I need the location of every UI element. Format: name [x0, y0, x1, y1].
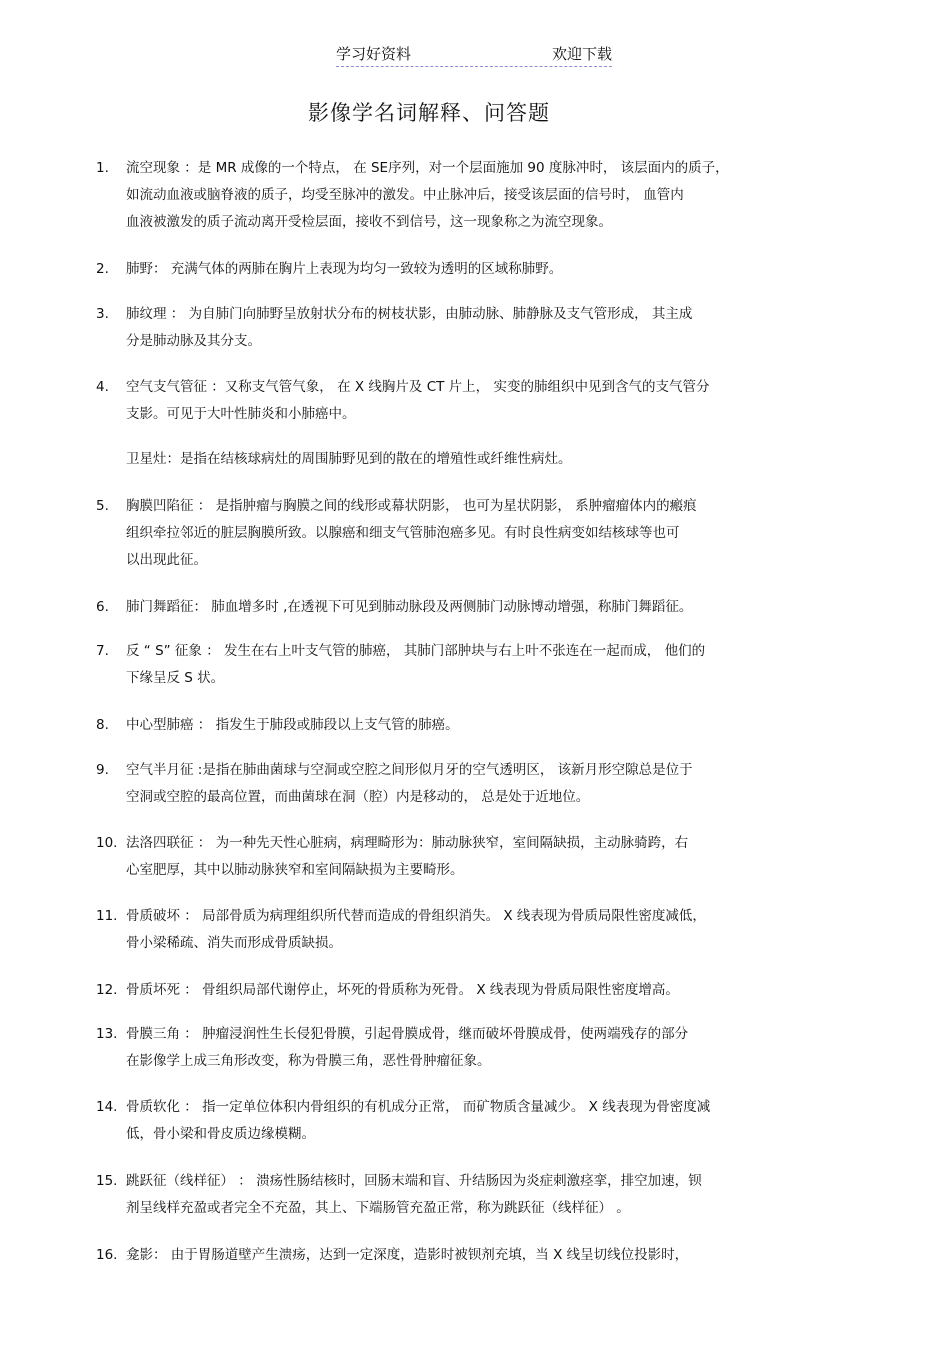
- entry-line: 支影。可见于大叶性肺炎和小肺癌中。: [126, 406, 356, 422]
- entry-number: 14.: [96, 1099, 118, 1115]
- entry-1: [96, 155, 729, 236]
- document-title: 影像学名词解释、问答题: [308, 101, 550, 125]
- entry-line: 以出现此征。: [126, 552, 207, 568]
- entry-line: 胸膜凹陷征 ： 是指肿瘤与胸膜之间的线形或幕状阴影， 也可为星状阴影， 系肿瘤瘤体内的瘢痕: [126, 498, 697, 514]
- entry-line: 血液被激发的质子流动离开受检层面，接收不到信号，这一现象称之为流空现象。: [126, 214, 612, 230]
- entry-line: 心室肥厚，其中以肺动脉狭窄和室间隔缺损为主要畸形。: [126, 862, 464, 878]
- entry-line: 空气半月征 :是指在肺曲菌球与空洞或空腔之间形似月牙的空气透明区， 该新月形空隙总是位于: [126, 762, 693, 778]
- entry-line: 肺纹理 ： 为自肺门向肺野呈放射状分布的树枝状影，由肺动脉、肺静脉及支气管形成， 其主成: [126, 306, 693, 322]
- entry-line: 组织牵拉邻近的脏层胸膜所致。以腺癌和细支气管肺泡癌多见。有时良性病变如结核球等也可: [126, 525, 680, 541]
- entry-12: [96, 977, 679, 1004]
- entry-line: 龛影： 由于胃肠道壁产生溃疡，达到一定深度，造影时被钡剂充填，当 X 线呈切线位投影时，: [126, 1247, 689, 1263]
- entry-number: 5.: [96, 498, 109, 514]
- entry-line: 在影像学上成三角形改变，称为骨膜三角，恶性骨肿瘤征象。: [126, 1053, 491, 1069]
- entry-number: 9.: [96, 762, 109, 778]
- entry-line: 分是肺动脉及其分支。: [126, 333, 261, 349]
- entry-4-satellite: [96, 446, 572, 473]
- entry-7: [96, 638, 705, 692]
- entry-number: 12.: [96, 982, 118, 998]
- entry-13: [96, 1021, 688, 1075]
- entry-2: [96, 256, 562, 283]
- entry-3: [96, 301, 692, 355]
- entry-line: 骨质破坏 ： 局部骨质为病理组织所代替而造成的骨组织消失。 X 线表现为骨质局限性密度减低，: [126, 908, 706, 924]
- entry-line: 肺野： 充满气体的两肺在胸片上表现为均匀一致较为透明的区域称肺野。: [126, 261, 563, 277]
- entry-line: 中心型肺癌 ： 指发生于肺段或肺段以上支气管的肺癌。: [126, 717, 459, 733]
- entry-line: 流空现象 ：是 MR 成像的一个特点， 在 SE序列，对一个层面施加 90 度脉冲时， 该层面内的质子，: [126, 160, 729, 176]
- entry-11: [96, 903, 706, 957]
- entry-14: [96, 1094, 710, 1148]
- entry-line: 骨膜三角 ： 肿瘤浸润性生长侵犯骨膜，引起骨膜成骨，继而破坏骨膜成骨，使两端残存的部分: [126, 1026, 689, 1042]
- entry-number: 8.: [96, 717, 109, 733]
- entry-line: 低，骨小梁和骨皮质边缘模糊。: [126, 1126, 315, 1142]
- entry-line: 肺门舞蹈征： 肺血增多时 ,在透视下可见到肺动脉段及两侧肺门动脉博动增强，称肺门舞蹈征。: [126, 599, 693, 615]
- header-left-text: 学习好资料: [336, 45, 412, 63]
- entry-line: 跳跃征（线样征） ： 溃疡性肠结核时，回肠末端和盲、升结肠因为炎症刺激痉挛，排空加速，钡: [126, 1173, 702, 1189]
- entry-line: 骨小梁稀疏、消失而形成骨质缺损。: [126, 935, 342, 951]
- entry-number: 2.: [96, 261, 109, 277]
- entry-number: 4.: [96, 379, 109, 395]
- entry-number: 6.: [96, 599, 109, 615]
- entry-line: 空洞或空腔的最高位置，而曲菌球在洞（腔）内是移动的， 总是处于近地位。: [126, 789, 590, 805]
- header-right-text: 欢迎下载: [551, 45, 612, 63]
- entry-number: 11.: [96, 908, 118, 924]
- entry-line: 卫星灶：是指在结核球病灶的周围肺野见到的散在的增殖性或纤维性病灶。: [126, 451, 572, 467]
- entry-6: [96, 594, 692, 621]
- entry-line: 法洛四联征 ： 为一种先天性心脏病，病理畸形为：肺动脉狭窄，室间隔缺损，主动脉骑跨，右: [126, 835, 689, 851]
- entry-4: [96, 374, 709, 428]
- entry-line: 剂呈线样充盈或者完全不充盈，其上、下端肠管充盈正常，称为跳跃征（线样征） 。: [126, 1200, 630, 1216]
- entry-number: 13.: [96, 1026, 118, 1042]
- entry-line: 空气支气管征 ：又称支气管气象， 在 X 线胸片及 CT 片上， 实变的肺组织中见到含气的支气管分: [126, 379, 710, 395]
- entry-10: [96, 830, 688, 884]
- entry-16: [96, 1242, 688, 1269]
- entry-line: 反 “ S” 征象 ： 发生在右上叶支气管的肺癌， 其肺门部肿块与右上叶不张连在一起而成， 他们的: [126, 643, 706, 659]
- entry-5: [96, 493, 697, 574]
- entry-15: [96, 1168, 702, 1222]
- entry-line: 下缘呈反 S 状。: [126, 670, 225, 686]
- entry-9: [96, 757, 693, 811]
- page-header: [336, 44, 612, 67]
- entry-8: [96, 712, 459, 739]
- entry-number: 15.: [96, 1173, 118, 1189]
- entry-line: 如流动血液或脑脊液的质子，均受至脉冲的激发。中止脉冲后，接受该层面的信号时， 血管内: [126, 187, 684, 203]
- entry-line: 骨质坏死 ： 骨组织局部代谢停止，坏死的骨质称为死骨。 X 线表现为骨质局限性密度增高。: [126, 982, 679, 998]
- entry-number: 7.: [96, 643, 109, 659]
- entry-number: 3.: [96, 306, 109, 322]
- entry-number: 1.: [96, 160, 109, 176]
- entry-number: 16.: [96, 1247, 118, 1263]
- entry-line: 骨质软化 ： 指一定单位体积内骨组织的有机成分正常， 而矿物质含量减少。 X 线表现为骨密度减: [126, 1099, 711, 1115]
- entry-number: 10.: [96, 835, 118, 851]
